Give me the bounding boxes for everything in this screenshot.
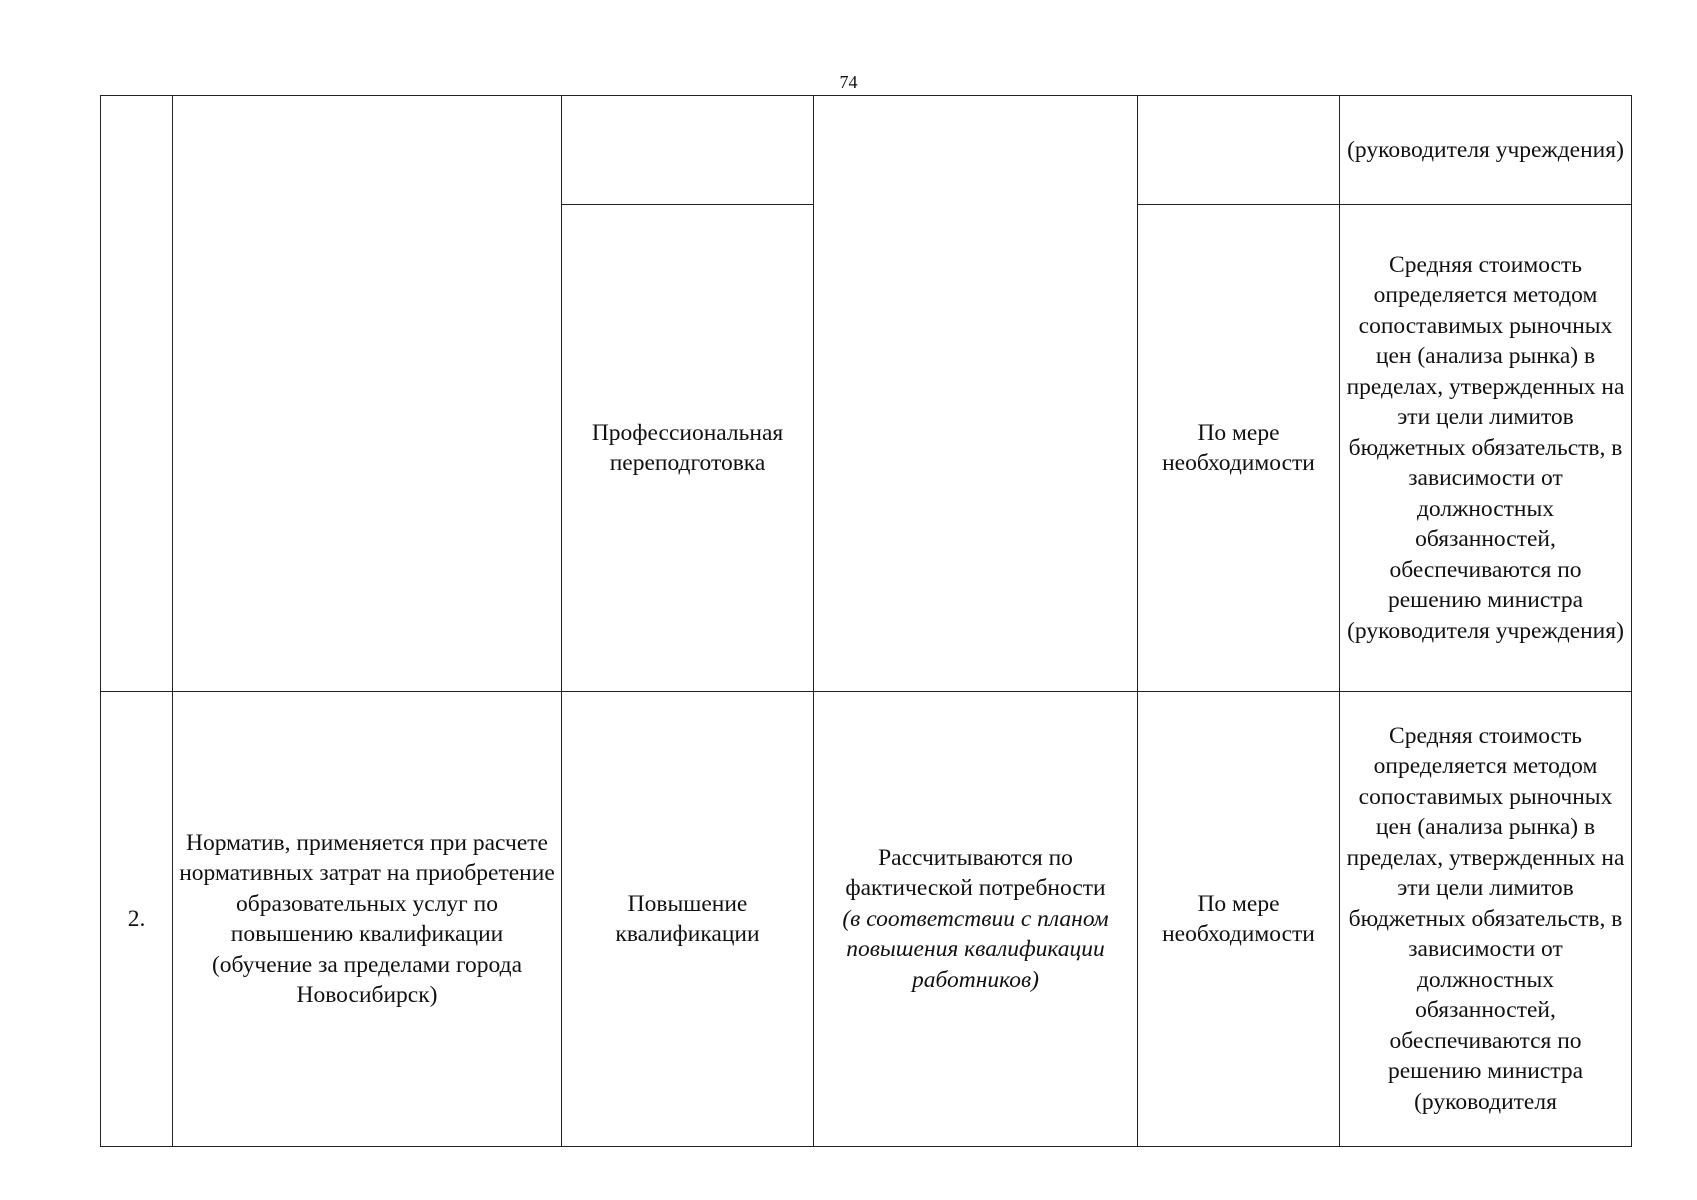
page-number: 74 [839,72,858,92]
normatives-table [100,95,1632,1147]
frequency-cell: По мере необходимости [1138,205,1340,692]
type-cell: Повышение квалификации [562,692,814,1147]
norm-cell [173,96,562,692]
quantity-text: Рассчитываются по фактической потребности [845,844,1106,902]
quantity-cell [814,96,1138,692]
method-cell: (руководителя учреждения) [1340,96,1632,205]
frequency-cell: По мере необходимости [1138,692,1340,1147]
method-cell: Средняя стоимость определяется методом сопоставимых рыночных цен (анализа рынка) в пределах, утвержденных на эти цели лимитов бюджетных обязательств, в зависимости от должностных обязанностей, обеспечиваются по решению министра (руководителя [1340,692,1632,1147]
table-row [101,96,1632,205]
norm-cell: Норматив, применяется при расчете нормативных затрат на приобретение образовательных услуг по повышению квалификации (обучение за пределами города Новосибирск) [173,692,562,1147]
type-cell: Профессиональная переподготовка [562,205,814,692]
number-cell [101,96,173,692]
type-cell [562,96,814,205]
frequency-cell [1138,96,1340,205]
quantity-cell [814,692,1138,1147]
quantity-note: (в соответствии с планом повышения квалификации работников) [842,905,1109,993]
method-cell: Средняя стоимость определяется методом сопоставимых рыночных цен (анализа рынка) в пределах, утвержденных на эти цели лимитов бюджетных обязательств, в зависимости от должностных обязанностей, обеспечиваются по решению министра (руководителя учреждения) [1340,205,1632,692]
number-cell: 2. [101,692,173,1147]
table-row [101,692,1632,1147]
